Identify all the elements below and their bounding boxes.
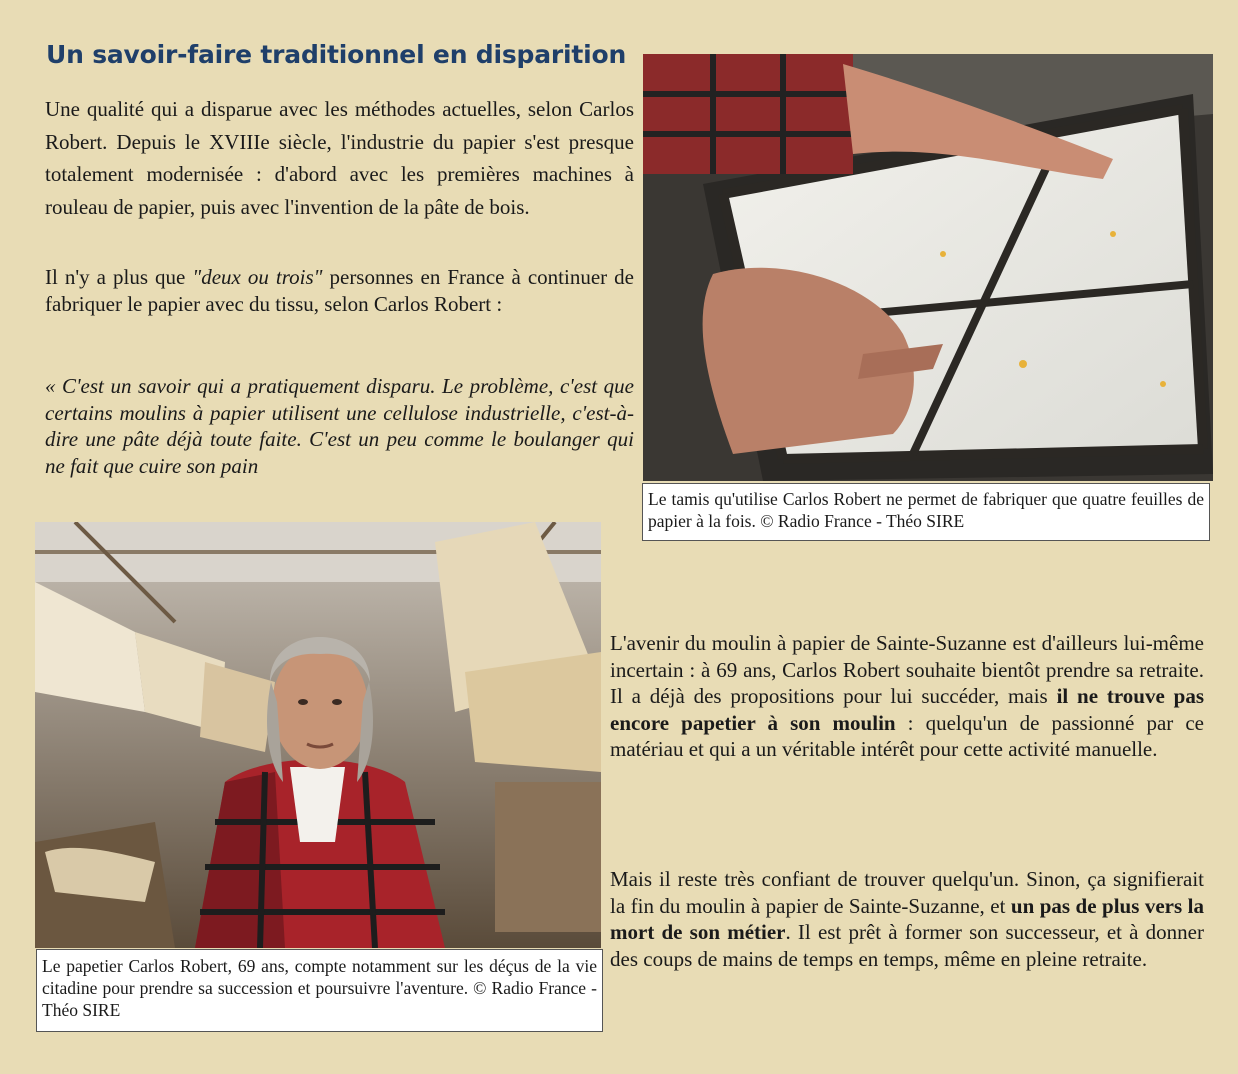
paragraph-mill-future <box>610 630 1204 763</box>
p4-text-start: Mais il reste très confiant de trouver quelqu'un. Sinon, ça signifierait la fin du moulin à papier de Sainte-Suzanne, et <box>610 867 1204 918</box>
photo-carlos-robert <box>35 522 601 948</box>
p3-text-end: : quelqu'un de passionné par ce matériau et qui a un véritable intérêt pour cette activité manuelle. <box>610 710 1204 761</box>
paragraph-confidence <box>610 866 1204 972</box>
p4-bold-text: un pas de plus vers la mort de son métier <box>610 893 1204 944</box>
p3-bold-text: il ne trouve pas encore papetier à son moulin <box>610 684 1204 735</box>
p2-text-start: Il n'y a plus que <box>45 265 193 289</box>
p3-text-start: L'avenir du moulin à papier de Sainte-Suzanne est d'ailleurs lui-même incertain : à 69 ans, Carlos Robert souhaite bientôt prendre sa retraite. Il a déjà des propositions pour lui succéder, mais <box>610 631 1204 708</box>
caption-carlos-robert: Le papetier Carlos Robert, 69 ans, compte notamment sur les déçus de la vie citadine pour prendre sa succession et poursuivre l'aventure. © Radio France - Théo SIRE <box>36 949 603 1032</box>
paragraph-remaining-makers <box>45 264 634 318</box>
photo-paper-mould <box>643 54 1213 481</box>
caption-paper-mould: Le tamis qu'utilise Carlos Robert ne permet de fabriquer que quatre feuilles de papier à la fois. © Radio France - Théo SIRE <box>642 483 1210 541</box>
p2-italic-quote: "deux ou trois" <box>192 265 323 289</box>
p4-text-end: . Il est prêt à former son successeur, et à donner des coups de mains de temps en temps, même en pleine retraite. <box>610 920 1204 971</box>
quote-carlos-robert: « C'est un savoir qui a pratiquement disparu. Le problème, c'est que certains moulins à papier utilisent une cellulose industrielle, c'est-à-dire une pâte déjà toute faite. C'est un peu comme le boulanger qui ne fait que cuire son pain <box>45 374 634 478</box>
section-heading: Un savoir-faire traditionnel en disparition <box>46 40 627 69</box>
p2-text-end: personnes en France à continuer de fabriquer le papier avec du tissu, selon Carlos Robert : <box>45 265 635 316</box>
paragraph-history: Une qualité qui a disparue avec les méthodes actuelles, selon Carlos Robert. Depuis le XVIIIe siècle, l'industrie du papier s'est presque totalement modernisée : d'abord avec les premières machines à rouleau de papier, puis avec l'invention de la pâte de bois. <box>45 97 634 219</box>
